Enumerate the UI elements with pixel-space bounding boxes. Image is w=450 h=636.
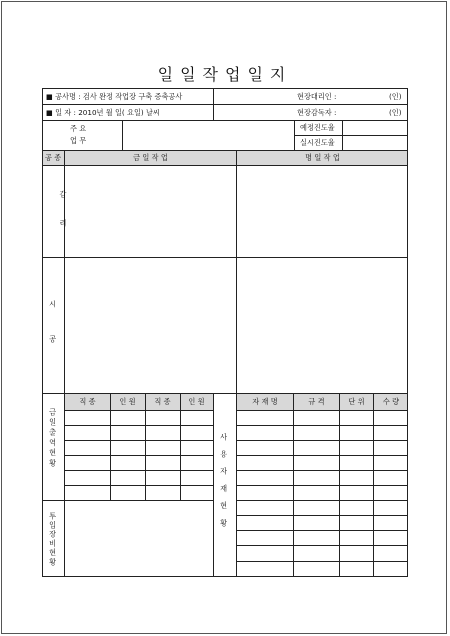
- material-header-unit: 단 위: [348, 397, 365, 406]
- row-label-construction: 시공: [48, 300, 58, 371]
- page-title: 일일작업일지: [157, 65, 293, 84]
- labor-vertical-label: 금일출역현황: [48, 408, 58, 470]
- today-work-header: 금 일 작 업: [133, 153, 168, 162]
- work-type-header: 공 종: [45, 153, 62, 162]
- main-work-label-1: 주 요: [70, 124, 87, 133]
- date-field: ■ 일 자 : 2010년 월 일( 요일) 날씨: [46, 108, 160, 117]
- actual-progress-label: 실시진도율: [300, 138, 335, 147]
- material-header-qty: 수 량: [382, 397, 400, 406]
- planned-progress-label: 예정진도율: [300, 123, 335, 132]
- project-name-field: ■ 공사명 : 검사 완정 작업장 구축 증축공사: [46, 92, 183, 101]
- row-label-gamri: 갑리: [59, 190, 68, 249]
- labor-header-trade-1: 직 종: [79, 397, 96, 406]
- tomorrow-work-header: 명 일 작 업: [305, 153, 340, 162]
- labor-header-count-2: 인 원: [188, 397, 205, 406]
- main-work-label-2: 업 무: [70, 136, 87, 145]
- materials-vertical-label: 사용자재현황: [219, 433, 229, 537]
- equipment-vertical-label: 투입장비현황: [48, 512, 58, 568]
- material-header-name: 자 재 명: [252, 397, 278, 406]
- site-supervisor-seal: (인): [389, 108, 402, 117]
- labor-header-count-1: 인 원: [119, 397, 136, 406]
- site-agent-seal: (인): [389, 92, 402, 101]
- site-supervisor-label: 현장감독자 :: [297, 108, 337, 117]
- labor-header-trade-2: 직 종: [154, 397, 171, 406]
- material-header-spec: 규 격: [308, 397, 325, 406]
- site-agent-label: 현장대리인 :: [297, 92, 337, 101]
